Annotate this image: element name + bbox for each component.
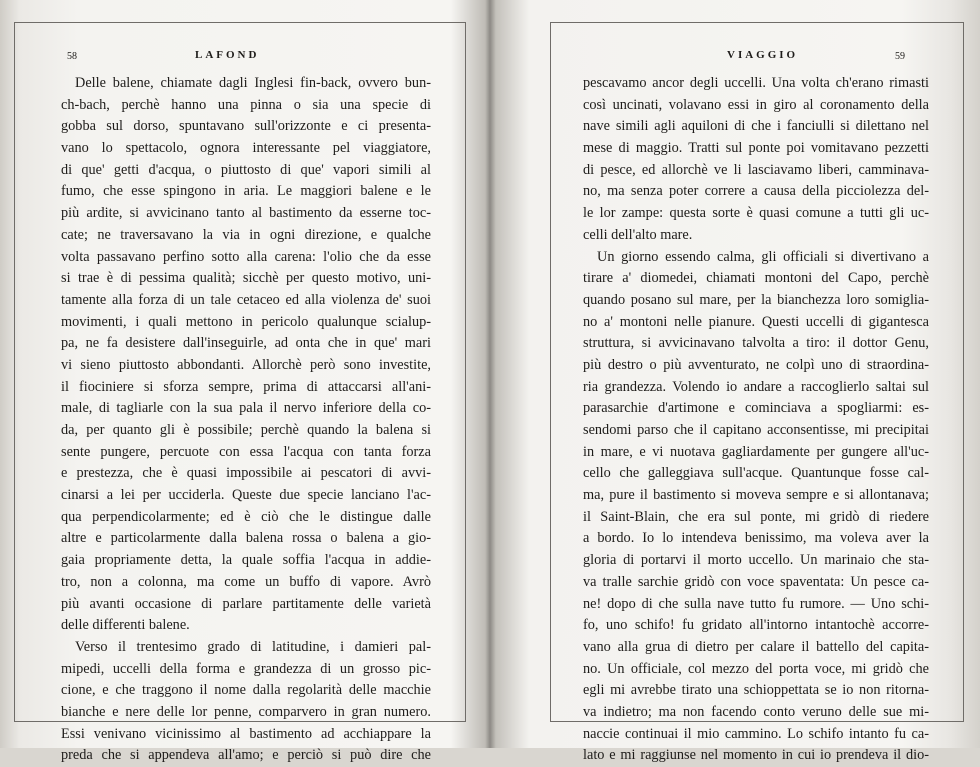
- text-line: nave simili agli aquiloni di che i fanciulli si dilettano nel: [583, 118, 929, 135]
- text-line: celli dell'alto mare.: [583, 226, 693, 243]
- text-line: vi sieno piuttosto abbondanti. Allorchè però sono investite,: [61, 356, 431, 373]
- text-line: preda che si appendeva all'amo; e perciò si può dire che: [61, 747, 431, 764]
- text-line: ma, pure il bastimento si moveva sempre e si allontanava;: [583, 487, 929, 504]
- text-line: pescavamo ancor degli uccelli. Una volta ch'erano rimasti: [583, 75, 929, 91]
- text-line: mese di maggio. Tratti sul ponte poi vomitavano pezzetti: [583, 140, 929, 157]
- text-line: ria grandezza. Volendo io andare a raccoglierlo saltai sul: [583, 378, 929, 395]
- text-line: vano alla grua di dietro per calare il battello del capita-: [583, 638, 929, 655]
- text-line: così uncinati, volavano essi in giro al coronamento della: [583, 96, 929, 113]
- text-line: le lor zampe: questa sorte è quasi comune a tutti gli uc-: [583, 205, 929, 222]
- text-line: male, di tagliarle con la sua pala il nervo inferiore della co-: [61, 400, 431, 417]
- text-line: cello che galleggiava sull'acque. Quantunque fosse cal-: [583, 465, 929, 482]
- page-number-left: 58: [67, 51, 77, 62]
- text-line: più ardite, si avvicinano tanto al bastimento da esserne toc-: [61, 205, 431, 222]
- text-line: pa, ne fa desistere dall'inseguirle, ad onta che in que' mari: [61, 335, 431, 352]
- text-line: lato e mi raggiunse nel momento in cui io prendeva il dio-: [583, 747, 929, 764]
- text-line: cione, e che traggono il nome dalla regolarità delle macchie: [61, 682, 431, 699]
- text-line: da, per quanto gli è possibile; perchè quando la balena si: [61, 422, 431, 438]
- text-line: gobba sul dorso, spuntavano sull'orizzonte e ci presenta-: [61, 118, 431, 135]
- text-line: struttura, si avvicinavano talvolta a tiro: il dottor Genu,: [583, 335, 929, 352]
- text-line: qua perpendicolarmente; ed è ciò che le distingue dalle: [61, 508, 431, 525]
- text-line: va tralle sarchie gridò con voce spaventata: Un pesce ca-: [583, 573, 929, 590]
- right-page-text: [583, 73, 929, 767]
- text-line: tamente alla forza di un tale cetaceo ed alla violenza de' suoi: [61, 291, 431, 308]
- text-line: quando posano sul mare, per la bianchezza loro somiglia-: [583, 291, 929, 308]
- text-line: Verso il trentesimo grado di latitudine, i damieri pal-: [75, 638, 431, 655]
- text-line: Delle balene, chiamate dagli Inglesi fin-back, ovvero bun-: [75, 75, 431, 91]
- text-line: bianche e nere delle lor penne, comparvero in gran numero.: [61, 703, 431, 720]
- text-line: no. Un officiale, col mezzo del porta voce, mi gridò che: [583, 660, 929, 677]
- text-line: tro, non a colonna, ma come un buffo di vapore. Avrò: [61, 573, 431, 590]
- text-line: e prestezza, che è quasi impossibile ai pescatori di avvi-: [61, 465, 431, 482]
- text-line: si trae è di pessima qualità; sicchè per questo motivo, uni-: [61, 270, 431, 287]
- text-line: movimenti, i quali mettono in pericolo qualunque scialup-: [61, 313, 431, 330]
- text-line: volta passavano perfino sotto alla carena: l'olio che da esse: [61, 248, 431, 265]
- text-line: sendomi parso che il capitano acconsentisse, mi precipitai: [583, 422, 929, 438]
- text-line: parasarchie d'artimone e cominciava a spogliarmi: es-: [583, 400, 929, 417]
- text-line: va indietro; ma non facendo conto veruno delle sue mi-: [583, 703, 929, 720]
- text-line: il fiociniere si sforza sempre, prima di attaccarsi all'ani-: [61, 378, 431, 395]
- text-line: mipedi, uccelli della forma e grandezza di un grosso pic-: [61, 660, 431, 677]
- text-line: più destro o più avventurato, ne colpì uno di straordina-: [583, 356, 929, 373]
- text-line: sente pungere, percuote con essa l'acqua con tanta forza: [61, 443, 431, 460]
- text-line: delle differenti balene.: [61, 617, 190, 634]
- text-line: Essi venivano vicinissimo al bastimento ad acchiappare la: [61, 725, 431, 742]
- running-title-right: VIAGGIO: [727, 49, 799, 61]
- page-number-right: 59: [895, 51, 905, 62]
- text-line: no a' montoni nelle pianure. Questi uccelli di gigantesca: [583, 313, 929, 330]
- text-line: cinarsi a lei per ucciderla. Queste due specie lanciano l'ac-: [61, 487, 431, 504]
- text-line: altre e particolarmente dalla balena rossa o balena a gio-: [61, 530, 431, 547]
- text-line: gloria di portarvi il morto uccello. Un marinaio che sta-: [583, 552, 929, 569]
- left-page: [14, 22, 466, 764]
- text-line: di que' getti d'acqua, o piuttosto di que' vapori simili al: [61, 161, 431, 178]
- text-line: a bordo. Io lo intendeva benissimo, ma voleva aver la: [583, 530, 929, 547]
- text-line: fumo, che esse spingono in aria. Le maggiori balene e le: [61, 183, 431, 200]
- text-line: naccie continuai il mio cammino. Lo schifo intanto fu ca-: [583, 725, 929, 742]
- text-line: no, ma senza poter correre a causa della picciolezza del-: [583, 183, 929, 200]
- left-page-text: [61, 73, 431, 767]
- text-line: egli mi avrebbe tirato una schioppettata se io non ritorna-: [583, 682, 929, 699]
- text-line: tirare a' diomedei, chiamati montoni del Capo, perchè: [583, 270, 929, 287]
- text-line: in mare, e vi nuotava gagliardamente per gungere all'uc-: [583, 443, 929, 460]
- right-page: [550, 22, 964, 764]
- text-line: ch-bach, perchè hanno una pinna o sia una specie di: [61, 96, 431, 113]
- text-line: di pesce, ed allorchè ve li lasciavamo liberi, camminava-: [583, 161, 929, 178]
- text-line: vano lo spettacolo, ognora interessante pel viaggiatore,: [61, 140, 431, 157]
- text-line: ne! dopo di che sulla nave tutto fu rumore. — Uno schi-: [583, 595, 929, 612]
- text-line: più avanti occasione di parlare partitamente delle varietà: [61, 595, 431, 612]
- text-line: cate; ne traversavano la via in ogni direzione, e qualche: [61, 226, 431, 243]
- text-line: Un giorno essendo calma, gli officiali si divertivano a: [597, 248, 929, 265]
- text-line: gaia propriamente detta, la quale soffia l'acqua in addie-: [61, 552, 431, 569]
- text-line: il Saint-Blain, che era sul ponte, mi gridò di riedere: [583, 508, 929, 525]
- text-line: fo, uno schifo! fu gridato all'intorno intantochè accorre-: [583, 617, 929, 634]
- running-title-left: LAFOND: [195, 49, 260, 61]
